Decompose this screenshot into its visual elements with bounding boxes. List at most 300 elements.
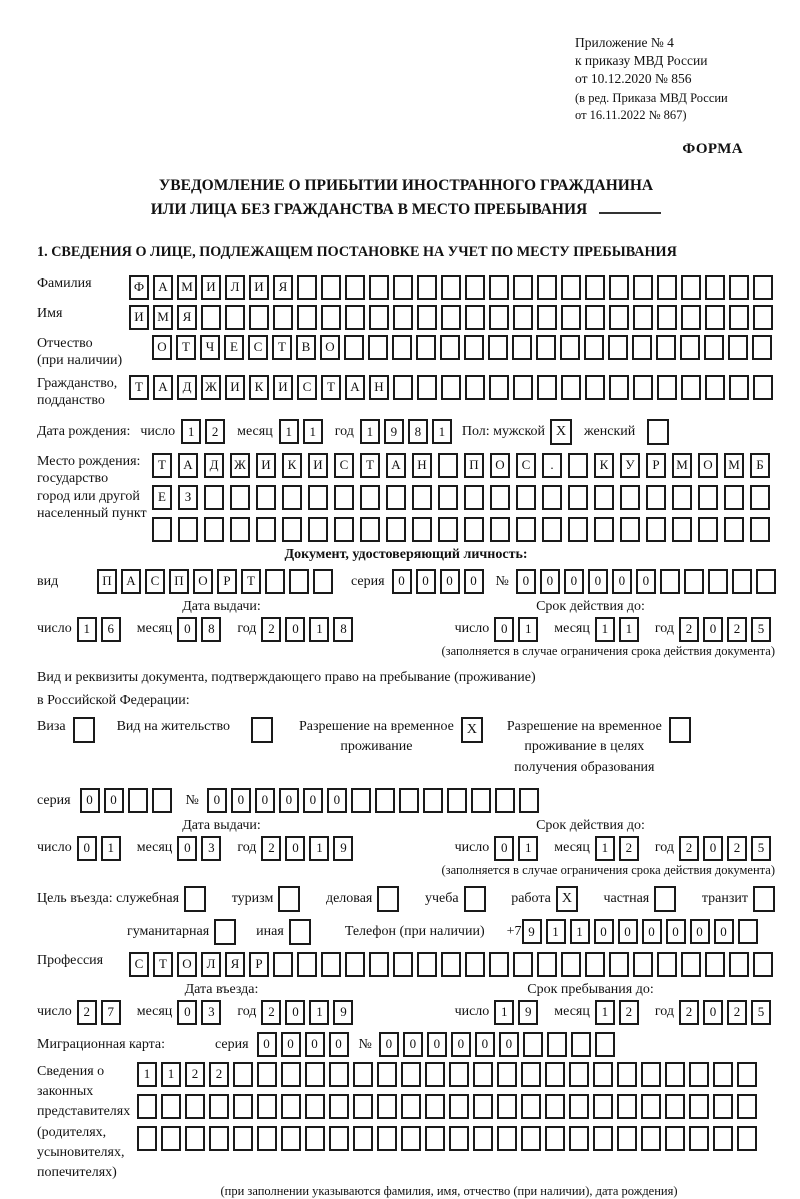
char-box[interactable]: Я xyxy=(273,275,293,300)
char-box[interactable]: 2 xyxy=(261,1000,281,1025)
doc-issue-year[interactable] xyxy=(261,617,357,642)
purpose-official-checkbox[interactable] xyxy=(184,886,206,912)
char-box[interactable] xyxy=(233,1126,253,1151)
char-box[interactable]: 0 xyxy=(440,569,460,594)
char-box[interactable] xyxy=(737,1062,757,1087)
char-box[interactable]: Т xyxy=(129,375,149,400)
char-box[interactable]: 0 xyxy=(281,1032,301,1057)
char-box[interactable] xyxy=(593,1126,613,1151)
char-box[interactable]: 3 xyxy=(201,1000,221,1025)
char-box[interactable]: Т xyxy=(321,375,341,400)
char-box[interactable]: Ж xyxy=(230,453,250,478)
char-box[interactable]: 2 xyxy=(679,836,699,861)
char-box[interactable] xyxy=(353,1126,373,1151)
char-box[interactable] xyxy=(416,335,436,360)
char-box[interactable]: 1 xyxy=(309,1000,329,1025)
char-box[interactable] xyxy=(585,275,605,300)
char-box[interactable]: Б xyxy=(750,453,770,478)
char-box[interactable]: О xyxy=(177,952,197,977)
char-box[interactable] xyxy=(386,517,406,542)
char-box[interactable] xyxy=(537,952,557,977)
char-box[interactable]: 0 xyxy=(618,919,638,944)
char-box[interactable] xyxy=(609,952,629,977)
char-box[interactable] xyxy=(513,375,533,400)
char-box[interactable]: 1 xyxy=(494,1000,514,1025)
birth-year-boxes[interactable] xyxy=(360,419,456,444)
char-box[interactable]: С xyxy=(297,375,317,400)
char-box[interactable] xyxy=(497,1094,517,1119)
char-box[interactable] xyxy=(641,1062,661,1087)
citizenship-boxes[interactable] xyxy=(129,375,777,400)
char-box[interactable] xyxy=(593,1094,613,1119)
char-box[interactable]: К xyxy=(594,453,614,478)
char-box[interactable]: О xyxy=(320,335,340,360)
char-box[interactable]: Р xyxy=(646,453,666,478)
char-box[interactable]: Т xyxy=(360,453,380,478)
char-box[interactable] xyxy=(646,485,666,510)
char-box[interactable]: 2 xyxy=(261,836,281,861)
res-issue-day[interactable] xyxy=(77,836,125,861)
char-box[interactable]: 9 xyxy=(333,1000,353,1025)
res-issue-month[interactable] xyxy=(177,836,225,861)
char-box[interactable]: Н xyxy=(369,375,389,400)
char-box[interactable] xyxy=(209,1094,229,1119)
char-box[interactable] xyxy=(289,569,309,594)
char-box[interactable]: 2 xyxy=(619,1000,639,1025)
char-box[interactable] xyxy=(281,1062,301,1087)
char-box[interactable]: 2 xyxy=(679,617,699,642)
phone-boxes[interactable] xyxy=(522,919,762,944)
char-box[interactable] xyxy=(329,1126,349,1151)
char-box[interactable]: . xyxy=(542,453,562,478)
char-box[interactable]: И xyxy=(308,453,328,478)
char-box[interactable] xyxy=(412,517,432,542)
char-box[interactable] xyxy=(393,375,413,400)
char-box[interactable]: К xyxy=(249,375,269,400)
char-box[interactable] xyxy=(201,305,221,330)
char-box[interactable]: Е xyxy=(224,335,244,360)
char-box[interactable] xyxy=(547,1032,567,1057)
representatives-row3-boxes[interactable] xyxy=(137,1126,761,1151)
char-box[interactable] xyxy=(713,1126,733,1151)
purpose-tourism-checkbox[interactable] xyxy=(278,886,300,912)
char-box[interactable]: 9 xyxy=(518,1000,538,1025)
char-box[interactable] xyxy=(438,485,458,510)
char-box[interactable]: 2 xyxy=(679,1000,699,1025)
char-box[interactable] xyxy=(377,1126,397,1151)
char-box[interactable] xyxy=(665,1094,685,1119)
char-box[interactable]: 8 xyxy=(201,617,221,642)
char-box[interactable] xyxy=(521,1062,541,1087)
char-box[interactable] xyxy=(204,485,224,510)
char-box[interactable] xyxy=(321,275,341,300)
char-box[interactable] xyxy=(425,1094,445,1119)
char-box[interactable]: 0 xyxy=(703,1000,723,1025)
char-box[interactable]: 2 xyxy=(727,617,747,642)
char-box[interactable]: Р xyxy=(217,569,237,594)
char-box[interactable]: 0 xyxy=(714,919,734,944)
char-box[interactable] xyxy=(257,1062,277,1087)
char-box[interactable] xyxy=(561,375,581,400)
char-box[interactable]: М xyxy=(177,275,197,300)
char-box[interactable]: 0 xyxy=(104,788,124,813)
char-box[interactable] xyxy=(495,788,515,813)
char-box[interactable]: Ж xyxy=(201,375,221,400)
char-box[interactable]: 0 xyxy=(451,1032,471,1057)
char-box[interactable]: 1 xyxy=(161,1062,181,1087)
char-box[interactable] xyxy=(521,1126,541,1151)
doc-issue-day[interactable] xyxy=(77,617,125,642)
char-box[interactable]: 0 xyxy=(666,919,686,944)
title-blank-line[interactable] xyxy=(599,208,661,214)
char-box[interactable] xyxy=(473,1094,493,1119)
char-box[interactable] xyxy=(399,788,419,813)
char-box[interactable] xyxy=(490,485,510,510)
char-box[interactable]: Я xyxy=(225,952,245,977)
char-box[interactable] xyxy=(584,335,604,360)
char-box[interactable] xyxy=(345,275,365,300)
res-valid-day[interactable] xyxy=(494,836,542,861)
char-box[interactable] xyxy=(704,335,724,360)
char-box[interactable]: Т xyxy=(153,952,173,977)
char-box[interactable] xyxy=(519,788,539,813)
char-box[interactable] xyxy=(490,517,510,542)
char-box[interactable] xyxy=(684,569,704,594)
char-box[interactable]: А xyxy=(386,453,406,478)
char-box[interactable]: 6 xyxy=(101,617,121,642)
purpose-business-checkbox[interactable] xyxy=(377,886,399,912)
char-box[interactable] xyxy=(569,1062,589,1087)
char-box[interactable] xyxy=(561,305,581,330)
entry-month[interactable] xyxy=(177,1000,225,1025)
res-valid-month[interactable] xyxy=(595,836,643,861)
char-box[interactable] xyxy=(305,1062,325,1087)
residence-permit-checkbox[interactable] xyxy=(251,717,273,743)
char-box[interactable]: Д xyxy=(177,375,197,400)
char-box[interactable] xyxy=(488,335,508,360)
char-box[interactable] xyxy=(750,485,770,510)
char-box[interactable] xyxy=(393,275,413,300)
char-box[interactable] xyxy=(233,1062,253,1087)
char-box[interactable]: 2 xyxy=(205,419,225,444)
char-box[interactable] xyxy=(441,952,461,977)
char-box[interactable] xyxy=(633,275,653,300)
char-box[interactable] xyxy=(282,485,302,510)
char-box[interactable] xyxy=(756,569,776,594)
doc-kind-boxes[interactable] xyxy=(97,569,337,594)
char-box[interactable] xyxy=(128,788,148,813)
char-box[interactable] xyxy=(705,952,725,977)
char-box[interactable] xyxy=(724,517,744,542)
char-box[interactable]: 2 xyxy=(261,617,281,642)
char-box[interactable] xyxy=(297,275,317,300)
char-box[interactable]: 1 xyxy=(546,919,566,944)
char-box[interactable] xyxy=(729,305,749,330)
char-box[interactable] xyxy=(536,335,556,360)
char-box[interactable]: 0 xyxy=(177,617,197,642)
char-box[interactable] xyxy=(537,375,557,400)
representatives-row1-boxes[interactable] xyxy=(137,1062,761,1087)
char-box[interactable] xyxy=(204,517,224,542)
char-box[interactable] xyxy=(393,952,413,977)
char-box[interactable] xyxy=(447,788,467,813)
res-series-boxes[interactable] xyxy=(80,788,176,813)
char-box[interactable] xyxy=(265,569,285,594)
char-box[interactable] xyxy=(545,1062,565,1087)
stay-year[interactable] xyxy=(679,1000,775,1025)
char-box[interactable] xyxy=(412,485,432,510)
char-box[interactable] xyxy=(321,305,341,330)
char-box[interactable] xyxy=(473,1126,493,1151)
visa-checkbox[interactable] xyxy=(73,717,95,743)
char-box[interactable] xyxy=(521,1094,541,1119)
char-box[interactable] xyxy=(401,1126,421,1151)
char-box[interactable] xyxy=(665,1062,685,1087)
char-box[interactable]: 0 xyxy=(255,788,275,813)
char-box[interactable] xyxy=(369,305,389,330)
char-box[interactable] xyxy=(464,335,484,360)
birth-month-boxes[interactable] xyxy=(279,419,327,444)
char-box[interactable] xyxy=(161,1126,181,1151)
char-box[interactable]: А xyxy=(121,569,141,594)
char-box[interactable]: В xyxy=(296,335,316,360)
char-box[interactable]: 0 xyxy=(703,617,723,642)
char-box[interactable] xyxy=(305,1094,325,1119)
char-box[interactable]: 0 xyxy=(636,569,656,594)
char-box[interactable] xyxy=(681,952,701,977)
char-box[interactable] xyxy=(705,305,725,330)
char-box[interactable] xyxy=(713,1062,733,1087)
char-box[interactable] xyxy=(225,305,245,330)
char-box[interactable] xyxy=(512,335,532,360)
char-box[interactable]: 0 xyxy=(499,1032,519,1057)
char-box[interactable]: 9 xyxy=(384,419,404,444)
char-box[interactable] xyxy=(689,1094,709,1119)
char-box[interactable] xyxy=(672,485,692,510)
char-box[interactable] xyxy=(708,569,728,594)
char-box[interactable]: 0 xyxy=(516,569,536,594)
char-box[interactable]: С xyxy=(248,335,268,360)
char-box[interactable]: Т xyxy=(152,453,172,478)
char-box[interactable] xyxy=(752,335,772,360)
char-box[interactable] xyxy=(441,305,461,330)
char-box[interactable]: 1 xyxy=(309,836,329,861)
res-issue-year[interactable] xyxy=(261,836,357,861)
char-box[interactable] xyxy=(185,1094,205,1119)
doc-series-boxes[interactable] xyxy=(392,569,488,594)
char-box[interactable] xyxy=(698,517,718,542)
char-box[interactable] xyxy=(471,788,491,813)
char-box[interactable] xyxy=(329,1094,349,1119)
char-box[interactable] xyxy=(689,1126,709,1151)
char-box[interactable] xyxy=(489,952,509,977)
char-box[interactable] xyxy=(281,1126,301,1151)
char-box[interactable]: 1 xyxy=(303,419,323,444)
char-box[interactable] xyxy=(423,788,443,813)
char-box[interactable]: 1 xyxy=(279,419,299,444)
char-box[interactable] xyxy=(569,1126,589,1151)
char-box[interactable]: 2 xyxy=(727,1000,747,1025)
char-box[interactable] xyxy=(353,1094,373,1119)
char-box[interactable]: 0 xyxy=(494,836,514,861)
char-box[interactable] xyxy=(737,1094,757,1119)
char-box[interactable] xyxy=(386,485,406,510)
char-box[interactable]: К xyxy=(282,453,302,478)
char-box[interactable] xyxy=(681,275,701,300)
char-box[interactable]: 8 xyxy=(333,617,353,642)
char-box[interactable] xyxy=(417,952,437,977)
char-box[interactable] xyxy=(680,335,700,360)
char-box[interactable]: 1 xyxy=(137,1062,157,1087)
char-box[interactable] xyxy=(465,275,485,300)
char-box[interactable] xyxy=(641,1126,661,1151)
char-box[interactable]: С xyxy=(145,569,165,594)
char-box[interactable]: 1 xyxy=(570,919,590,944)
male-checkbox[interactable]: X xyxy=(550,419,572,445)
char-box[interactable] xyxy=(542,485,562,510)
char-box[interactable] xyxy=(256,517,276,542)
char-box[interactable] xyxy=(523,1032,543,1057)
char-box[interactable] xyxy=(516,485,536,510)
profession-boxes[interactable] xyxy=(129,952,777,977)
char-box[interactable]: 1 xyxy=(518,617,538,642)
char-box[interactable] xyxy=(724,485,744,510)
char-box[interactable] xyxy=(585,305,605,330)
birth-place-row2-boxes[interactable] xyxy=(152,485,776,510)
birth-place-row1-boxes[interactable] xyxy=(152,453,776,478)
char-box[interactable]: 9 xyxy=(333,836,353,861)
char-box[interactable] xyxy=(282,517,302,542)
char-box[interactable]: О xyxy=(698,453,718,478)
char-box[interactable]: М xyxy=(153,305,173,330)
char-box[interactable] xyxy=(178,517,198,542)
char-box[interactable]: 0 xyxy=(177,1000,197,1025)
char-box[interactable] xyxy=(595,1032,615,1057)
char-box[interactable]: 7 xyxy=(101,1000,121,1025)
char-box[interactable]: 0 xyxy=(594,919,614,944)
birth-place-row3-boxes[interactable] xyxy=(152,517,776,542)
char-box[interactable]: 0 xyxy=(303,788,323,813)
char-box[interactable]: С xyxy=(516,453,536,478)
char-box[interactable] xyxy=(308,485,328,510)
char-box[interactable] xyxy=(750,517,770,542)
representatives-row2-boxes[interactable] xyxy=(137,1094,761,1119)
char-box[interactable] xyxy=(561,952,581,977)
doc-issue-month[interactable] xyxy=(177,617,225,642)
char-box[interactable] xyxy=(585,375,605,400)
char-box[interactable] xyxy=(438,517,458,542)
char-box[interactable]: А xyxy=(178,453,198,478)
char-box[interactable] xyxy=(738,919,758,944)
char-box[interactable]: 2 xyxy=(77,1000,97,1025)
char-box[interactable]: 0 xyxy=(703,836,723,861)
char-box[interactable] xyxy=(465,952,485,977)
char-box[interactable]: 0 xyxy=(279,788,299,813)
char-box[interactable] xyxy=(152,517,172,542)
char-box[interactable] xyxy=(273,305,293,330)
char-box[interactable] xyxy=(729,952,749,977)
patronymic-boxes[interactable] xyxy=(152,335,776,360)
char-box[interactable]: 8 xyxy=(408,419,428,444)
char-box[interactable] xyxy=(185,1126,205,1151)
edu-residence-checkbox[interactable] xyxy=(669,717,691,743)
surname-boxes[interactable] xyxy=(129,275,777,300)
char-box[interactable] xyxy=(137,1126,157,1151)
stay-month[interactable] xyxy=(595,1000,643,1025)
char-box[interactable] xyxy=(513,275,533,300)
char-box[interactable] xyxy=(728,335,748,360)
char-box[interactable]: 0 xyxy=(416,569,436,594)
birth-day-boxes[interactable] xyxy=(181,419,229,444)
char-box[interactable]: 0 xyxy=(690,919,710,944)
char-box[interactable] xyxy=(569,1094,589,1119)
char-box[interactable]: 0 xyxy=(540,569,560,594)
char-box[interactable] xyxy=(230,485,250,510)
char-box[interactable]: И xyxy=(273,375,293,400)
char-box[interactable]: У xyxy=(620,453,640,478)
char-box[interactable] xyxy=(369,952,389,977)
char-box[interactable]: Д xyxy=(204,453,224,478)
char-box[interactable]: 0 xyxy=(494,617,514,642)
char-box[interactable] xyxy=(438,453,458,478)
char-box[interactable] xyxy=(657,305,677,330)
res-valid-year[interactable] xyxy=(679,836,775,861)
char-box[interactable] xyxy=(321,952,341,977)
char-box[interactable] xyxy=(392,335,412,360)
char-box[interactable] xyxy=(657,375,677,400)
char-box[interactable] xyxy=(464,517,484,542)
char-box[interactable] xyxy=(513,305,533,330)
char-box[interactable] xyxy=(425,1062,445,1087)
char-box[interactable]: 0 xyxy=(427,1032,447,1057)
char-box[interactable]: 1 xyxy=(360,419,380,444)
char-box[interactable]: Р xyxy=(249,952,269,977)
char-box[interactable] xyxy=(672,517,692,542)
char-box[interactable] xyxy=(560,335,580,360)
char-box[interactable]: 2 xyxy=(185,1062,205,1087)
char-box[interactable]: О xyxy=(193,569,213,594)
purpose-transit-checkbox[interactable] xyxy=(753,886,775,912)
char-box[interactable] xyxy=(753,375,773,400)
char-box[interactable] xyxy=(209,1126,229,1151)
char-box[interactable] xyxy=(489,375,509,400)
char-box[interactable]: Т xyxy=(241,569,261,594)
char-box[interactable]: Я xyxy=(177,305,197,330)
char-box[interactable]: 1 xyxy=(595,836,615,861)
char-box[interactable] xyxy=(497,1126,517,1151)
char-box[interactable]: С xyxy=(129,952,149,977)
char-box[interactable]: А xyxy=(345,375,365,400)
char-box[interactable]: Л xyxy=(201,952,221,977)
char-box[interactable] xyxy=(657,952,677,977)
char-box[interactable] xyxy=(449,1062,469,1087)
char-box[interactable] xyxy=(608,335,628,360)
char-box[interactable]: А xyxy=(153,375,173,400)
char-box[interactable] xyxy=(753,952,773,977)
char-box[interactable] xyxy=(401,1062,421,1087)
char-box[interactable]: 1 xyxy=(101,836,121,861)
char-box[interactable] xyxy=(513,952,533,977)
purpose-study-checkbox[interactable] xyxy=(464,886,486,912)
char-box[interactable]: 1 xyxy=(77,617,97,642)
char-box[interactable] xyxy=(161,1094,181,1119)
char-box[interactable] xyxy=(329,1062,349,1087)
purpose-work-checkbox[interactable]: X xyxy=(556,886,578,912)
char-box[interactable] xyxy=(537,275,557,300)
char-box[interactable] xyxy=(334,517,354,542)
char-box[interactable]: 0 xyxy=(285,617,305,642)
char-box[interactable] xyxy=(351,788,371,813)
